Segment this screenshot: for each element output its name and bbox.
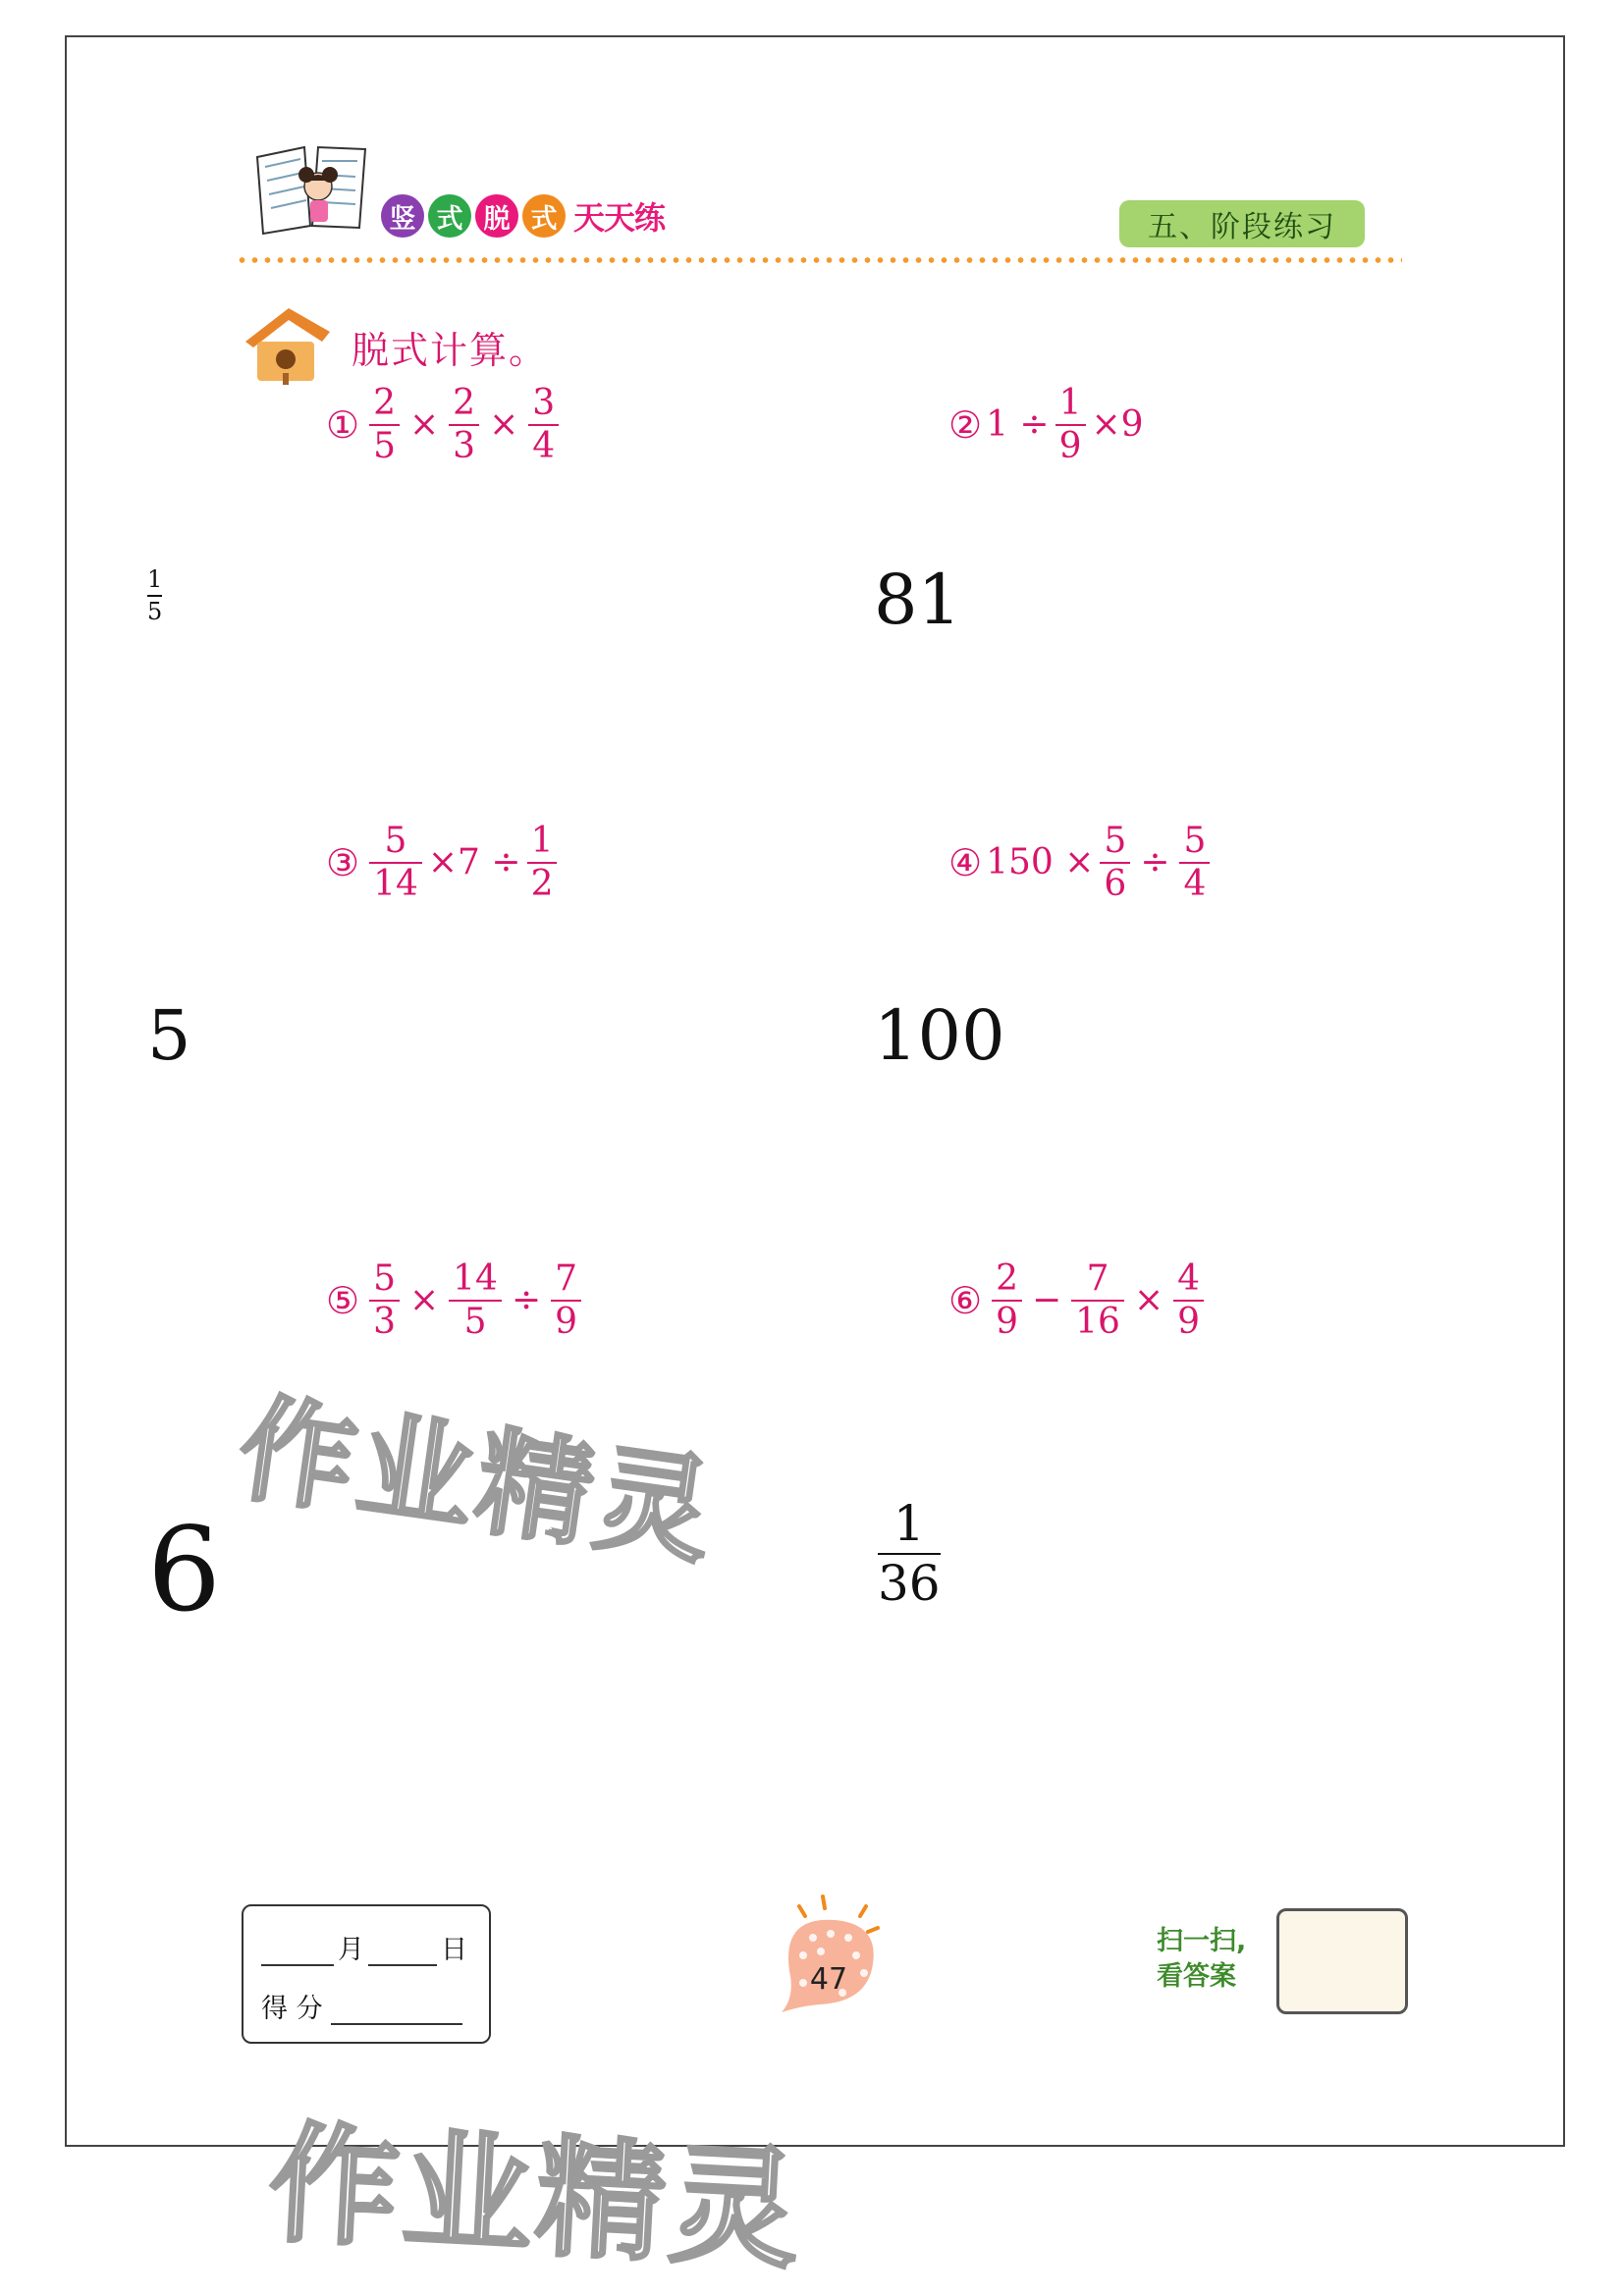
fraction: $\frac{5}{4}$ <box>1179 823 1210 903</box>
fraction: $\frac{3}{4}$ <box>528 385 559 465</box>
day-label: 日 <box>441 1935 467 1965</box>
problem-3-expression <box>326 823 563 903</box>
fraction: $\frac{5}{3}$ <box>369 1260 400 1341</box>
fraction: $\frac{4}{9}$ <box>1173 1260 1204 1341</box>
month-label: 月 <box>338 1935 364 1965</box>
problem-4-expression <box>948 823 1216 903</box>
month-blank[interactable] <box>261 1937 334 1966</box>
page-number: 47 <box>809 1962 848 1997</box>
instruction-text: 脱式计算。 <box>352 329 549 372</box>
fraction: $\frac{7}{9}$ <box>551 1260 581 1341</box>
answer-2: 81 <box>874 560 962 640</box>
operator: × <box>408 1280 440 1321</box>
answer-5: 6 <box>147 1502 222 1637</box>
day-blank[interactable] <box>368 1937 437 1966</box>
section-badge: 五、阶段练习 <box>1119 200 1365 247</box>
score-blank[interactable] <box>331 1996 462 2025</box>
operator: ÷ <box>1140 842 1170 883</box>
scan-line-2: 看答案 <box>1157 1961 1236 1993</box>
fraction: $\frac{5}{6}$ <box>1100 823 1130 903</box>
scan-for-answers-text <box>1157 1924 1246 1996</box>
fraction: $\frac{5}{14}$ <box>369 823 422 903</box>
fraction: $\frac{2}{9}$ <box>992 1260 1022 1341</box>
answer-1 <box>147 567 162 624</box>
problem-number: ⑤ <box>326 1278 360 1322</box>
series-char-1: 竖 <box>381 194 424 238</box>
fraction: $\frac{14}{5}$ <box>449 1260 502 1341</box>
fraction: $\frac{1}{2}$ <box>527 823 558 903</box>
problem-5-expression <box>326 1260 587 1341</box>
page-number-badge <box>774 1887 892 2024</box>
expression-text: ×7 ÷ <box>427 842 521 883</box>
answer-3: 5 <box>147 995 191 1076</box>
problem-number: ⑥ <box>948 1278 983 1322</box>
operator: × <box>408 404 440 446</box>
problem-number: ② <box>948 402 983 447</box>
watermark-mid: 作业精灵 <box>231 1379 725 1581</box>
operator: × <box>489 404 519 446</box>
score-label: 得 分 <box>261 1994 323 2024</box>
fraction: $\frac{1}{9}$ <box>1055 385 1086 465</box>
answer-denominator: 36 <box>878 1554 941 1612</box>
problem-6-expression <box>948 1260 1210 1341</box>
problem-number: ③ <box>326 840 360 884</box>
scan-line-1: 扫一扫, <box>1157 1926 1247 1956</box>
series-title <box>381 192 665 240</box>
date-row <box>261 1928 467 1966</box>
series-tail: 天天练 <box>573 199 666 237</box>
expression-text: 1 ÷ <box>986 404 1050 446</box>
score-row <box>261 1987 462 2025</box>
qr-code-placeholder[interactable] <box>1276 1908 1408 2014</box>
problem-number: ④ <box>948 840 983 884</box>
fraction: $\frac{2}{5}$ <box>369 385 400 465</box>
girl-reading-book-logo <box>253 137 369 236</box>
problem-2-expression <box>948 385 1144 465</box>
answer-numerator: 1 <box>147 565 163 593</box>
expression-text: ×9 <box>1091 404 1144 446</box>
watermark-bottom: 作业精灵 <box>265 2108 807 2288</box>
fraction: $\frac{7}{16}$ <box>1071 1260 1124 1341</box>
problem-number: ① <box>326 402 360 447</box>
series-char-4: 式 <box>522 194 566 238</box>
operator: × <box>1133 1280 1164 1321</box>
answer-6 <box>878 1495 941 1612</box>
expression-text: 150 × <box>986 842 1095 883</box>
problem-1-expression <box>326 385 565 465</box>
answer-4: 100 <box>874 995 1005 1076</box>
operator: − <box>1031 1280 1062 1321</box>
answer-numerator: 1 <box>893 1495 925 1552</box>
birdhouse-icon <box>240 302 334 387</box>
operator: ÷ <box>511 1280 542 1321</box>
fraction: $\frac{2}{3}$ <box>449 385 479 465</box>
date-score-box <box>242 1904 491 2044</box>
series-char-2: 式 <box>428 194 471 238</box>
answer-denominator: 5 <box>147 598 163 626</box>
dotted-divider <box>236 257 1402 263</box>
series-char-3: 脱 <box>475 194 518 238</box>
